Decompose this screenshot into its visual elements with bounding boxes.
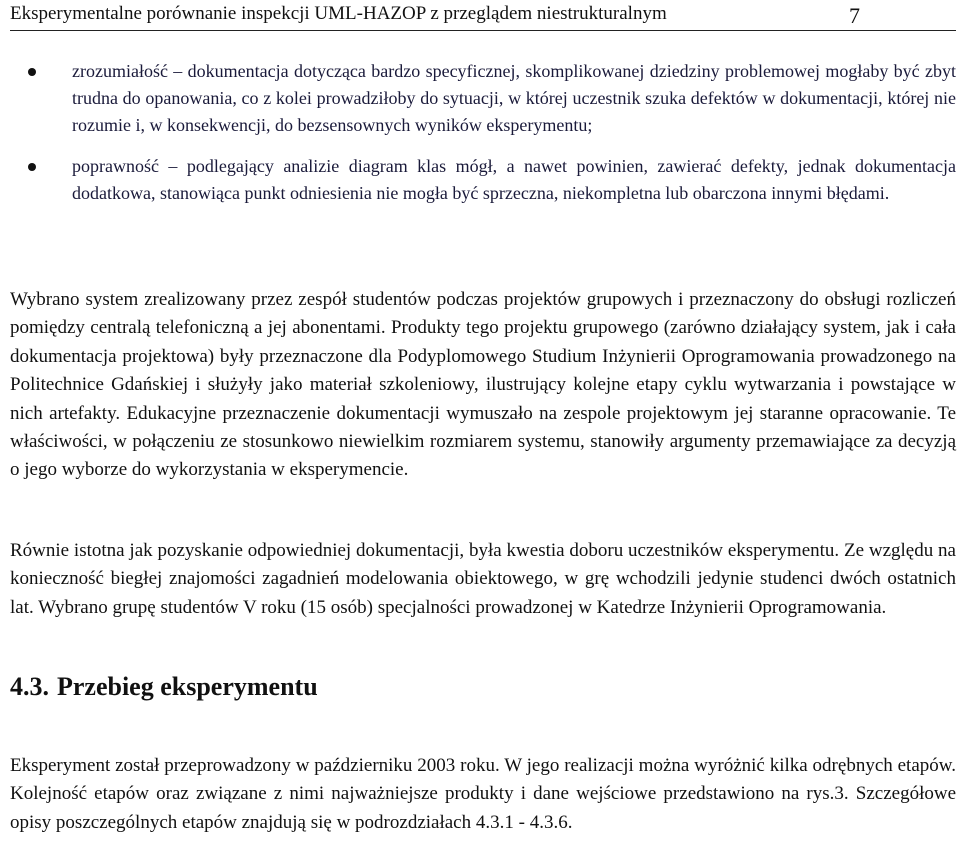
list-item — [10, 58, 956, 139]
page-number: 7 — [849, 3, 860, 28]
page-header — [10, 0, 956, 31]
body-paragraph: Wybrano system zrealizowany przez zespół studentów podczas projektów grupowych i przeznaczony do obsługi rozliczeń pomiędzy centralą telefoniczną a jej abonentami. Produkty tego projektu grupowego (zarówno działający system, jak i cała dokumentacja projektowa) były przeznaczone dla Podyplomowego Studium Inżynierii Oprogramowania prowadzonego na Politechnice Gdańskiej i służyły jako materiał szkoleniowy, ilustrujący kolejne etapy cyklu wytwarzania i powstające w nich artefakty. Edukacyjne przeznaczenie dokumentacji wymuszało na zespole projektowym jej staranne opracowanie. Te właściwości, w połączeniu ze stosunkowo niewielkim rozmiarem systemu, stanowiły argumenty przemawiające za decyzją o jego wyborze do wykorzystania w eksperymencie. — [10, 289, 956, 481]
body-paragraph: Równie istotna jak pozyskanie odpowiedniej dokumentacji, była kwestia doboru uczestników eksperymentu. Ze względu na konieczność biegłej znajomości zagadnień modelowania obiektowego, w grę wchodzili jedynie studenci dwóch ostatnich lat. Wybrano grupę studentów V roku (15 osób) specjalności prowadzonej w Katedrze Inżynierii Oprogramowania. — [10, 540, 956, 618]
list-item — [10, 153, 956, 207]
bullet-icon — [28, 163, 36, 171]
bullet-text: zrozumiałość – dokumentacja dotycząca bardzo specyficznej, skomplikowanej dziedziny problemowej mogłaby być zbyt trudna do opanowania, co z kolei prowadziłoby do sytuacji, w której uczestnik szuka defektów w dokumentacji, której nie rozumie i, w konsekwencji, do bezsensownych wyników eksperymentu; — [72, 61, 956, 135]
bullet-list — [10, 58, 956, 221]
bullet-icon — [28, 68, 36, 76]
body-paragraph: Eksperyment został przeprowadzony w październiku 2003 roku. W jego realizacji można wyróżnić kilka odrębnych etapów. Kolejność etapów oraz związane z nimi najważniejsze produkty i dane wejściowe przedstawiono na rys.3. Szczegółowe opisy poszczególnych etapów znajdują się w podrozdziałach 4.3.1 - 4.3.6. — [10, 755, 956, 833]
section-heading — [10, 672, 318, 702]
running-title: Eksperymentalne porównanie inspekcji UML-HAZOP z przeglądem niestrukturalnym — [10, 3, 667, 24]
document-page — [10, 0, 956, 833]
bullet-text: poprawność – podlegający analizie diagram klas mógł, a nawet powinien, zawierać defekty, jednak dokumentacja dodatkowa, stanowiąca punkt odniesienia nie mogła być sprzeczna, niekompletna lub obarczona innymi błędami. — [72, 156, 956, 203]
section-number: 4.3. — [10, 672, 49, 701]
section-title: Przebieg eksperymentu — [57, 672, 318, 701]
